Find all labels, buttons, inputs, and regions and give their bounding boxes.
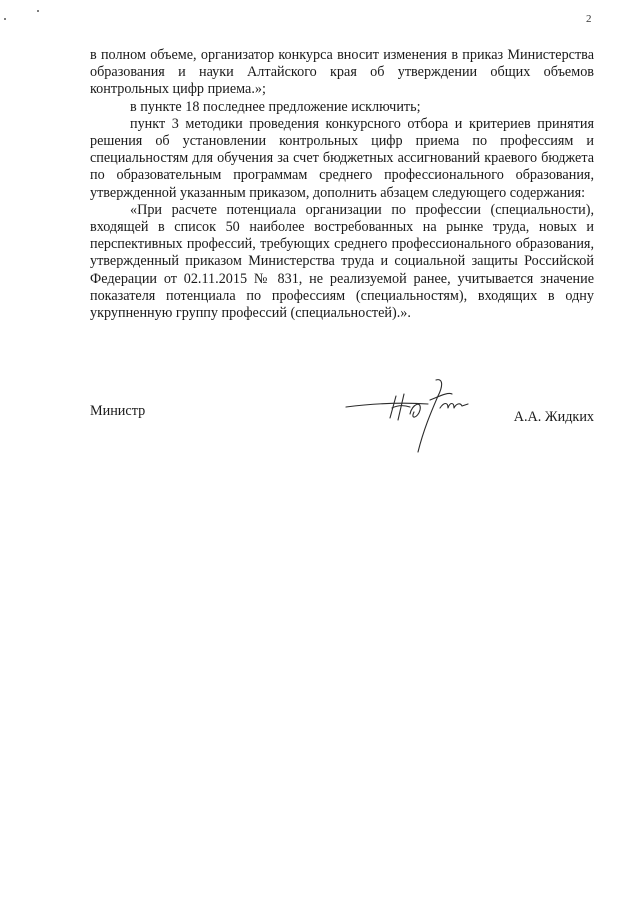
paragraph-clause-3: пункт 3 методики проведения конкурсного отбора и критериев принятия решения об установлении контрольных цифр приема по профессиям и специальностям для обучения за счет бюджетных ассигнований краевого бюджета по образовательным программам среднего профессионального образования, утвержденной указанным приказом, дополнить абзацем следующего содержания: [90, 115, 594, 201]
signatory-title: Министр [90, 403, 146, 419]
scan-speck [4, 18, 6, 20]
signatory-name: А.А. Жидких [513, 409, 594, 425]
signature-block [90, 396, 594, 456]
paragraph-clause-18: в пункте 18 последнее предложение исключить; [130, 98, 421, 115]
paragraph-quoted-addition: «При расчете потенциала организации по профессии (специальности), входящей в список 50 наиболее востребованных на рынке труда, новых и перспективных профессий, требующих среднего профессионального образования, утвержденный приказом Министерства труда и социальной защиты Российской Федерации от 02.11.2015 № 831, не реализуемой ранее, учитывается значение показателя потенциала по профессиям (специальностям), входящих в одну укрупненную группу профессий (специальностей).». [90, 201, 594, 322]
page-number: 2 [586, 13, 592, 25]
document-body [90, 47, 594, 322]
handwritten-signature [340, 374, 480, 456]
paragraph-continuation: в полном объеме, организатор конкурса вносит изменения в приказ Министерства образования и науки Алтайского края об утверждении общих объемов контрольных цифр приема.»; [90, 47, 594, 98]
scan-speck [37, 10, 39, 12]
